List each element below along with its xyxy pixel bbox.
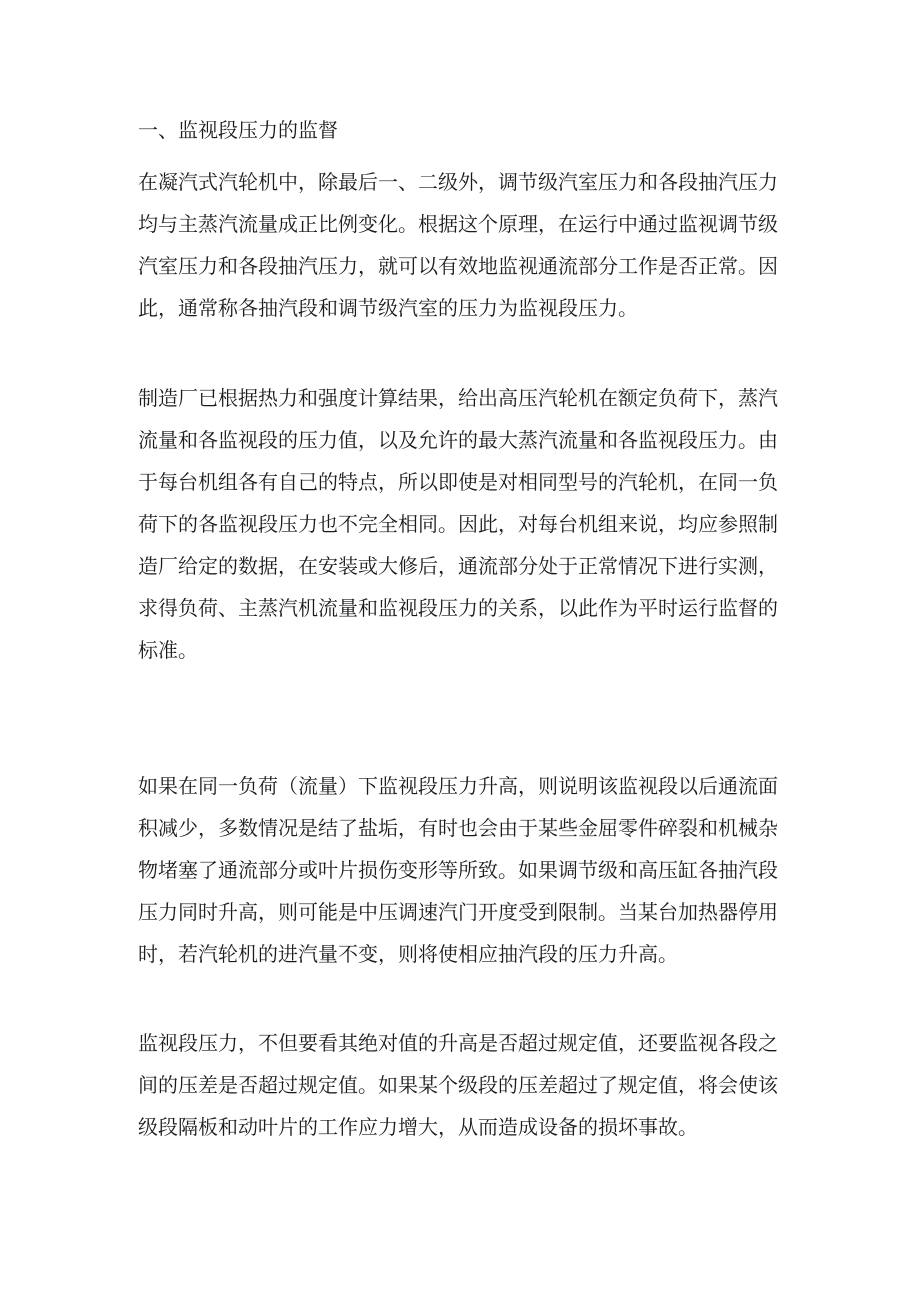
section-heading: 一、监视段压力的监督	[138, 118, 338, 142]
paragraph-1: 在凝汽式汽轮机中，除最后一、二级外，调节级汽室压力和各段抽汽压力均与主蒸汽流量成正比例变化。根据这个原理，在运行中通过监视调节级汽室压力和各段抽汽压力，就可以有效地监视通流部分工作是否正常。因此，通常称各抽汽段和调节级汽室的压力为监视段压力。	[138, 170, 778, 320]
paragraph-4: 监视段压力，不但要看其绝对值的升高是否超过规定值，还要监视各段之间的压差是否超过规定值。如果某个级段的压差超过了规定值，将会使该级段隔板和动叶片的工作应力增大，从而造成设备的损坏事故。	[138, 1031, 778, 1139]
paragraph-2: 制造厂已根据热力和强度计算结果，给出高压汽轮机在额定负荷下，蒸汽流量和各监视段的压力值，以及允许的最大蒸汽流量和各监视段压力。由于每台机组各有自己的特点，所以即使是对相同型号的汽轮机，在同一负荷下的各监视段压力也不完全相同。因此，对每台机组来说，均应参照制造厂给定的数据，在安装或大修后，通流部分处于正常情况下进行实测，求得负荷、主蒸汽机流量和监视段压力的关系，以此作为平时运行监督的标准。	[138, 386, 778, 662]
paragraph-3: 如果在同一负荷（流量）下监视段压力升高，则说明该监视段以后通流面积减少，多数情况是结了盐垢，有时也会由于某些金屈零件碎裂和机械杂物堵塞了通流部分或叶片损伤变形等所致。如果调节级和高压缸各抽汽段压力同时升高，则可能是中压调速汽门开度受到限制。当某台加热器停用时，若汽轮机的进汽量不变，则将使相应抽汽段的压力升高。	[138, 774, 778, 966]
